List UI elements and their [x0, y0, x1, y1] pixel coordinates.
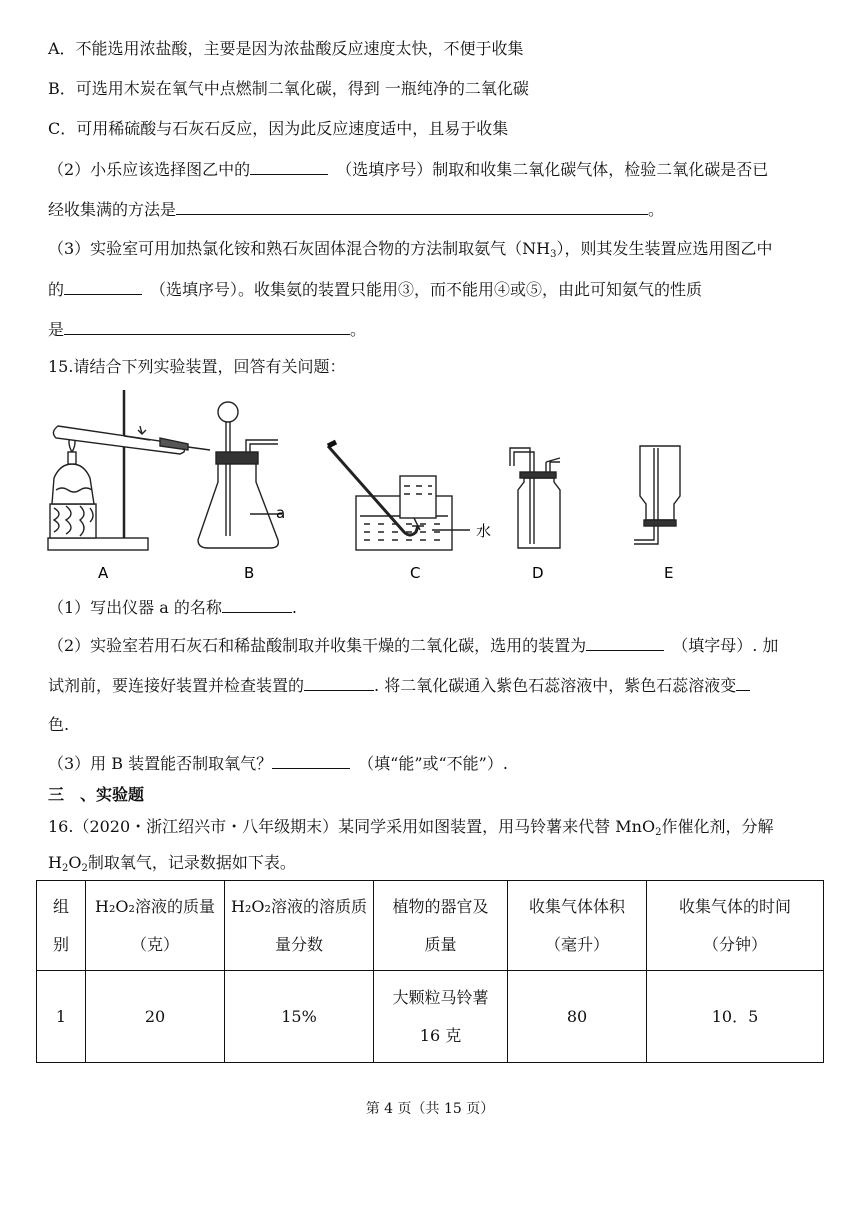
answer-blank[interactable] [304, 674, 374, 691]
q16-text-a: 16.（2020・浙江绍兴市・八年级期末）某同学采用如图装置，用马铃薯来代替 MnO [48, 817, 656, 836]
q16-line2 [48, 852, 296, 880]
header-cell: H₂O₂溶液的溶质质 量分数 [225, 881, 374, 971]
q14-part2-line1 [48, 158, 768, 181]
answer-blank[interactable] [64, 278, 142, 295]
apparatus-figure [40, 386, 760, 582]
label-water: 水 [476, 522, 492, 540]
table-cell: 1 [37, 971, 86, 1063]
q15-part3 [48, 752, 508, 775]
q15-part1-end: . [291, 598, 297, 617]
table-cell: 10．5 [647, 971, 824, 1063]
q14-part2-text-a: （2）小乐应该选择图乙中的 [48, 160, 251, 179]
q16-o: O [68, 853, 82, 872]
answer-blank[interactable] [250, 158, 328, 175]
q16-line1 [48, 816, 773, 844]
header-cell: 收集气体体积 （毫升） [508, 881, 647, 971]
answer-blank[interactable] [272, 752, 350, 769]
table-cell: 15% [225, 971, 374, 1063]
h-subscript: 2 [61, 863, 69, 874]
q15-part1-text: （1）写出仪器 a 的名称 [48, 598, 222, 617]
table-header-row [37, 881, 824, 971]
q14-part3-line2 [48, 278, 702, 301]
q15-part2-text-d: . 将二氧化碳通入紫色石蕊溶液中，紫色石蕊溶液变 [374, 676, 737, 695]
answer-blank[interactable] [222, 596, 292, 613]
q14-part3-text-d: （选填序号）。收集氨的装置只能用③，而不能用④或⑤，由此可知氨气的性质 [158, 280, 703, 299]
label-a: a [276, 504, 286, 522]
table-cell: 80 [508, 971, 647, 1063]
q15-part1 [48, 596, 297, 619]
nh3-subscript: 3 [550, 249, 557, 260]
table-cell: 20 [86, 971, 225, 1063]
q15-part2-text-c: 试剂前，要连接好装置并检查装置的 [48, 676, 305, 695]
q14-part3-text-a: （3）实验室可用加热氯化铵和熟石灰固体混合物的方法制取氨气（NH [48, 239, 551, 258]
header-cell: 植物的器官及 质量 [374, 881, 508, 971]
header-cell: 组 别 [37, 881, 86, 971]
q14-option-c: C．可用稀硫酸与石灰石反应，因为此反应速度适中，且易于收集 [48, 119, 509, 138]
q14-part2-end: 。 [648, 200, 665, 219]
q16-h: H [48, 853, 62, 872]
apparatus-e [634, 446, 680, 544]
q14-part2-line2 [48, 198, 664, 221]
table-row [37, 971, 824, 1063]
label-E: E [664, 564, 674, 582]
q14-part3-line3 [48, 318, 366, 341]
q14-part3-text-b: ），则其发生装置应选用图乙中 [556, 239, 773, 258]
q14-option-a: A．不能选用浓盐酸，主要是因为浓盐酸反应速度太快，不便于收集 [48, 39, 524, 58]
q16-text-c: 制取氧气，记录数据如下表。 [87, 853, 296, 872]
q15-part2-text-b: （填字母）. 加 [680, 636, 779, 655]
q14-part3-end: 。 [350, 320, 367, 339]
section-heading: 三 、实验题 [48, 785, 145, 804]
apparatus-a [48, 390, 210, 550]
header-cell: H₂O₂溶液的质量 （克） [86, 881, 225, 971]
q14-part2-text-c: 经收集满的方法是 [48, 200, 177, 219]
answer-blank[interactable] [736, 674, 750, 691]
q14-option-b: B．可选用木炭在氧气中点燃制二氧化碳，得到 一瓶纯净的二氧化碳 [48, 79, 529, 98]
o-subscript: 2 [81, 863, 88, 874]
answer-blank[interactable] [176, 198, 648, 215]
label-C: C [410, 564, 421, 582]
q15-part2-line3: 色. [48, 715, 70, 734]
q15-part2-line2 [48, 674, 750, 697]
apparatus-c [328, 442, 470, 550]
label-D: D [532, 564, 544, 582]
label-B: B [244, 564, 255, 582]
q14-part2-text-b: （选填序号）制取和收集二氧化碳气体，检验二氧化碳是否已 [344, 160, 769, 179]
page-footer: 第 4 页（共 15 页） [365, 1101, 495, 1117]
q15-part3-text-b: （填“能”或“不能”）. [366, 754, 508, 773]
q16-text-b: 作催化剂，分解 [661, 817, 774, 836]
q14-part3-line1 [48, 238, 773, 266]
q15-part2-text-a: （2）实验室若用石灰石和稀盐酸制取并收集干燥的二氧化碳，选用的装置为 [48, 636, 587, 655]
label-A: A [98, 564, 109, 582]
header-cell: 收集气体的时间 （分钟） [647, 881, 824, 971]
q14-part3-text-e: 是 [48, 320, 65, 339]
mno2-subscript: 2 [655, 827, 662, 838]
q15-title: 15.请结合下列实验装置，回答有关问题： [48, 357, 346, 376]
apparatus-d [510, 448, 560, 548]
q15-part3-text-a: （3）用 B 装置能否制取氧气？ [48, 754, 273, 773]
q14-part3-text-c: 的 [48, 280, 65, 299]
answer-blank[interactable] [64, 318, 350, 335]
answer-blank[interactable] [586, 634, 664, 651]
data-table [36, 880, 824, 1063]
table-cell: 大颗粒马铃薯 16 克 [374, 971, 508, 1063]
q15-part2-line1 [48, 634, 778, 657]
apparatus-b [198, 402, 282, 548]
